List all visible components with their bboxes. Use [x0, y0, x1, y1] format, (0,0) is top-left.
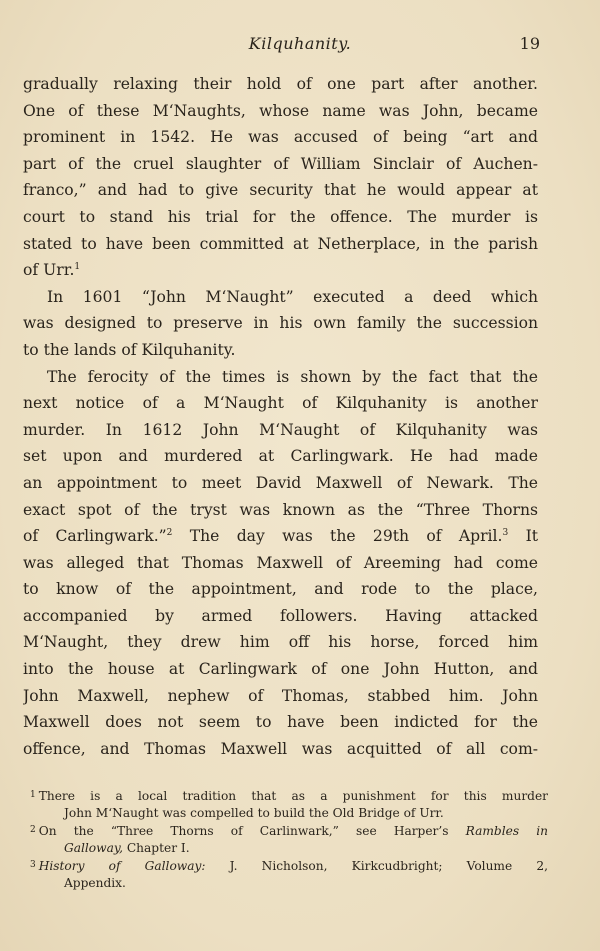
footnote-text: Chapter I. [126, 840, 190, 855]
footnote-ref: 3 [502, 528, 509, 539]
text-line: court to stand his trial for the offence. The murder is [23, 207, 538, 226]
footnote-2 [30, 822, 548, 840]
footnote-ref: 2 [166, 528, 173, 539]
text-line [23, 523, 538, 550]
text-line: was designed to preserve in his own family the succession [23, 314, 538, 333]
text-line: Maxwell does not seem to have been indicted for the [23, 713, 538, 732]
footnote-1 [30, 787, 548, 805]
footnote-title: Galloway, [64, 840, 123, 855]
text-line: One of these M‘Naughts, whose name was John, became [23, 101, 538, 120]
footnote-marker: 2 [30, 825, 36, 836]
text-line [23, 257, 538, 284]
text-line: accompanied by armed followers. Having attacked [23, 606, 538, 625]
text-line: into the house at Carlingwark of one John Hutton, and [23, 660, 538, 679]
body-text [23, 71, 538, 762]
footnote-3 [30, 857, 548, 875]
footnote-marker: 3 [30, 860, 36, 871]
footnote-ref: 1 [74, 262, 81, 273]
text-line: offence, and Thomas Maxwell was acquitted of all com- [23, 739, 538, 758]
text-line: to know of the appointment, and rode to the place, [23, 580, 538, 599]
text-line: stated to have been committed at Netherplace, in the parish [23, 234, 538, 253]
text-line: prominent in 1542. He was accused of being “art and [23, 128, 538, 147]
text-line: was alleged that Thomas Maxwell of Areeming had come [23, 553, 538, 572]
text-segment: The day was the 29th of April. [189, 527, 503, 546]
footnote-text: J. Nicholson, Kirkcudbright; Volume 2, [229, 859, 548, 874]
text-line: exact spot of the tryst was known as the “Three Thorns [23, 500, 538, 519]
text-line: M‘Naught, they drew him off his horse, forced him [23, 633, 538, 652]
text-line: part of the cruel slaughter of William Sinclair of Auchen- [23, 154, 538, 173]
text-segment: of Urr. [23, 261, 75, 280]
footnote-text: There is a local tradition that as a punishment for this murder [38, 789, 548, 803]
paragraph-start-line: The ferocity of the times is shown by the fact that the [47, 367, 538, 386]
text-line: an appointment to meet David Maxwell of Newark. The [23, 473, 538, 492]
paragraph-start-line: In 1601 “John M‘Naught” executed a deed which [47, 287, 538, 306]
running-title: Kilquhanity. [248, 34, 352, 53]
text-line: murder. In 1612 John M‘Naught of Kilquhanity was [23, 420, 538, 439]
page-number: 19 [519, 34, 540, 53]
footnotes [30, 787, 548, 893]
footnote-text: On the “Three Thorns of Carlinwark,” see Harper’s [38, 824, 449, 839]
text-line: gradually relaxing their hold of one part after another. [23, 75, 538, 93]
footnote-3-cont: Appendix. [64, 875, 126, 890]
text-line: to the lands of Kilquhanity. [23, 340, 236, 359]
footnote-1-cont: John M‘Naught was compelled to build the Old Bridge of Urr. [64, 805, 444, 820]
page-header [0, 34, 600, 56]
footnote-title: History of Galloway: [38, 859, 206, 874]
text-line: set upon and murdered at Carlingwark. He had made [23, 447, 538, 466]
text-line: next notice of a M‘Naught of Kilquhanity is another [23, 394, 538, 413]
text-line: franco,” and had to give security that he would appear at [23, 181, 538, 200]
footnote-title: Rambles in [465, 824, 548, 839]
text-line: John Maxwell, nephew of Thomas, stabbed him. John [23, 686, 538, 705]
footnote-marker: 1 [30, 790, 36, 800]
text-segment: of Carlingwark.” [23, 527, 167, 546]
text-segment: It [525, 527, 538, 546]
footnote-2-cont [30, 840, 548, 858]
